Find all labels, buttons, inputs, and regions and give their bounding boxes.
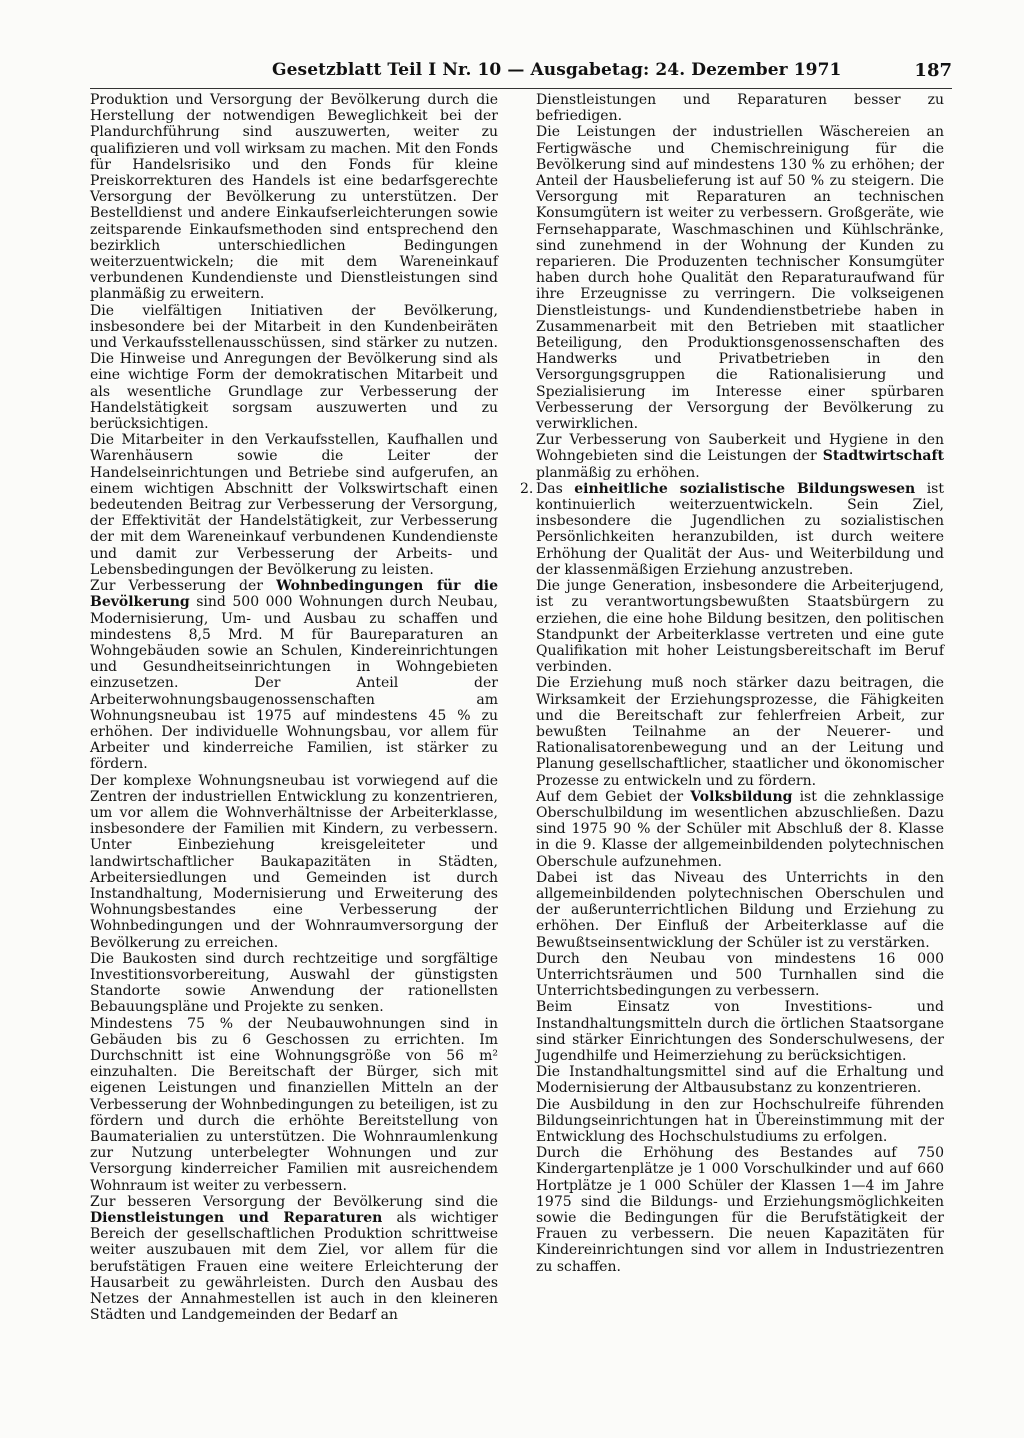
paragraph: Der komplexe Wohnungsneubau ist vorwiegend auf die Zentren der industriellen Entwicklung zu konzentrieren, um vor allem die Wohnverhältnisse der Arbeiterklasse, insbesondere der Familien mit Kindern, zu verbessern. Unter Einbeziehung kreisgeleiteter und landwirtschaftlicher Baukapazitäten in Städten, Arbeitersiedlungen und Gemeinden ist durch Instandhaltung, Modernisierung und Erweiterung des Wohnungsbestandes eine Verbesserung der Wohnbedingungen und der Wohnraumversorgung der Bevölkerung zu erreichen. xyxy=(90,772,498,951)
paragraph: Die vielfältigen Initiativen der Bevölkerung, insbesondere bei der Mitarbeit in den Kundenbeiräten und Verkaufsstellenausschüssen, sind stärker zu nutzen. Die Hinweise und Anregungen der Bevölkerung sind als eine wichtige Form der demokratischen Mitarbeit und als wesentliche Grundlage zur Verbesserung der Handelstätigkeit sorgsam auszuwerten und zu berücksichtigen. xyxy=(90,302,498,433)
paragraph: Die Instandhaltungsmittel sind auf die Erhaltung und Modernisierung der Altbausubstanz zu konzentrieren. xyxy=(536,1064,944,1097)
paragraph: Die junge Generation, insbesondere die Arbeiterjugend, ist zu verantwortungsbewußten Staatsbürgern zu erziehen, die eine hohe Bildung besitzen, den politischen Standpunkt der Arbeiterklasse vertreten und eine gute Qualifikation mit hoher Leistungsbereitschaft im Beruf verbinden. xyxy=(536,578,944,676)
paragraph: Durch die Erhöhung des Bestandes auf 750 Kindergartenplätze je 1 000 Vorschulkinder und auf 660 Hortplätze je 1 000 Schüler der Klassen 1—4 im Jahre 1975 sind die Bildungs- und Erziehungsmöglichkeiten sowie die Bedingungen für die Berufstätigkeit der Frauen zu verbessern. Die neuen Kapazitäten für Kindereinrichtungen sind vor allem in Industriezentren zu schaffen. xyxy=(536,1145,944,1275)
page-header xyxy=(90,60,952,86)
paragraph: Zur besseren Versorgung der Bevölkerung sind die Dienstleistungen und Reparaturen als wichtiger Bereich der gesellschaftlichen Produktion schrittweise weiter auszubauen mit dem Ziel, vor allem für die berufstätigen Frauen eine weitere Erleichterung der Hausarbeit zu gewährleisten. Durch den Ausbau des Netzes der Annahmestellen ist auch in den kleineren Städten und Landgemeinden der Bedarf an xyxy=(90,1193,498,1324)
left-column xyxy=(90,92,498,1323)
paragraph: Beim Einsatz von Investitions- und Instandhaltungsmitteln durch die örtlichen Staatsorgane sind stärker Einrichtungen des Sonderschulwesens, der Jugendhilfe und Heimerziehung zu berücksichtigen. xyxy=(536,999,944,1064)
item-number: 2. xyxy=(520,480,534,497)
bold-term: Stadtwirtschaft xyxy=(822,448,944,465)
paragraph: Produktion und Versorgung der Bevölkerung durch die Herstellung der notwendigen Beweglichkeit bei der Plandurchführung sind auszuwerten, weiter zu qualifizieren und voll wirksam zu machen. Mit den Fonds für Handelsrisiko und den Fonds für kleine Preiskorrekturen des Handels ist eine bedarfsgerechte Versorgung der Bevölkerung zu unterstützen. Der Bestelldienst und andere Einkaufserleichterungen sowie zeitsparende Einkaufsmethoden sind entsprechend den bezirklich unterschiedlichen Bedingungen weiterzuentwickeln; die mit dem Wareneinkauf verbundenen Kundendienste und Dienstleistungen sind planmäßig zu erweitern. xyxy=(90,92,498,303)
bold-term: Volksbildung xyxy=(690,788,793,805)
paragraph: Die Mitarbeiter in den Verkaufsstellen, Kaufhallen und Warenhäusern sowie die Leiter der Handelseinrichtungen und Betriebe sind aufgerufen, an einem wichtigen Abschnitt der Volkswirtschaft einen bedeutenden Beitrag zur Verbesserung der Versorgung, der Effektivität der Handelstätigkeit, zur Verbesserung der mit dem Wareneinkauf verbundenen Kundendienste und damit zur Verbesserung der Arbeits- und Lebensbedingungen der Bevölkerung zu leisten. xyxy=(90,432,498,578)
page-number: 187 xyxy=(914,60,952,81)
bold-term: einheitliche sozialistische Bildungswesen xyxy=(574,480,916,497)
paragraph: Zur Verbesserung der Wohnbedingungen für die Bevölkerung sind 500 000 Wohnungen durch Neubau, Modernisierung, Um- und Ausbau zu schaffen und mindestens 8,5 Mrd. M für Baureparaturen an Wohngebäuden sowie an Schulen, Kindereinrichtungen und Gesundheitseinrichtungen in Wohngebieten einzusetzen. Der Anteil der Arbeiterwohnungsbaugenossenschaften am Wohnungsneubau ist 1975 auf mindestens 45 % zu erhöhen. Der individuelle Wohnungsbau, vor allem für Arbeiter und kinderreiche Familien, ist stärker zu fördern. xyxy=(90,578,498,773)
paragraph: Die Ausbildung in den zur Hochschulreife führenden Bildungseinrichtungen hat in Übereinstimmung mit der Entwicklung des Hochschulstudiums zu erfolgen. xyxy=(536,1096,944,1145)
paragraph: Durch den Neubau von mindestens 16 000 Unterrichtsräumen und 500 Turnhallen sind die Unterrichtsbedingungen zu verbessern. xyxy=(536,950,944,1000)
bold-term: Wohnbedingungen für die Bevölkerung xyxy=(90,578,498,611)
paragraph: Die Leistungen der industriellen Wäschereien an Fertigwäsche und Chemischreinigung für die Bevölkerung sind auf mindestens 130 % zu erhöhen; der Anteil der Hausbelieferung ist auf 50 % zu steigern. Die Versorgung mit Reparaturen an technischen Konsumgütern ist weiter zu verbessern. Großgeräte, wie Fernsehapparate, Waschmaschinen und Kühlschränke, sind zunehmend in der Wohnung der Kunden zu reparieren. Die Produzenten technischer Konsumgüter haben durch hohe Qualität den Reparaturaufwand für ihre Erzeugnisse zu verringern. Die volkseigenen Dienstleistungs- und Kundendienstbetriebe haben in Zusammenarbeit mit den Betrieben mit staatlicher Beteiligung, den Produktionsgenossenschaften des Handwerks und Privatbetrieben in den Versorgungsgruppen die Rationalisierung und Spezialisierung im Interesse einer spürbaren Verbesserung der Versorgung der Bevölkerung zu verwirklichen. xyxy=(536,124,944,433)
header-rule xyxy=(90,88,952,89)
paragraph: Dienstleistungen und Reparaturen besser zu befriedigen. xyxy=(536,92,944,125)
numbered-paragraph: 2. Das einheitliche sozialistische Bildungswesen ist kontinuierlich weiterzuentwickeln. Sein Ziel, insbesondere die Jugendlichen zu sozialistischen Persönlichkeiten heranzubilden, ist durch weitere Erhöhung der Qualität der Aus- und Weiterbildung und der klassenmäßigen Erziehung anzustreben. xyxy=(520,480,944,578)
paragraph: Die Baukosten sind durch rechtzeitige und sorgfältige Investitionsvorbereitung, Auswahl der günstigsten Standorte sowie Anwendung der rationellsten Bebauungspläne und Projekte zu senken. xyxy=(90,950,498,1016)
paragraph: Auf dem Gebiet der Volksbildung ist die zehnklassige Oberschulbildung im wesentlichen abzuschließen. Dazu sind 1975 90 % der Schüler mit Abschluß der 8. Klasse in die 9. Klasse der allgemeinbildenden polytechnischen Oberschule aufzunehmen. xyxy=(536,788,945,870)
bold-term: Dienstleistungen und Reparaturen xyxy=(90,1210,383,1227)
paragraph: Zur Verbesserung von Sauberkeit und Hygiene in den Wohngebieten sind die Leistungen der Stadtwirtschaft planmäßig zu erhöhen. xyxy=(536,432,944,481)
paragraph: Die Erziehung muß noch stärker dazu beitragen, die Wirksamkeit der Erziehungsprozesse, die Fähigkeiten und die Bereitschaft zur fehlerfreien Arbeit, zur bewußten Teilnahme an der Neuerer- und Rationalisatorenbewegung und an der Leitung und Planung gesellschaftlicher, staatlicher und ökonomischer Prozesse zu entwickeln und zu fördern. xyxy=(536,675,944,789)
header-title: Gesetzblatt Teil I Nr. 10 — Ausgabetag: 24. Dezember 1971 xyxy=(272,60,842,80)
paragraph: Dabei ist das Niveau des Unterrichts in den allgemeinbildenden polytechnischen Oberschulen und der außerunterrichtlichen Bildung und Erziehung zu erhöhen. Der Einfluß der Arbeiterklasse auf die Bewußtseinsentwicklung der Schüler ist zu verstärken. xyxy=(536,869,944,951)
paragraph: Mindestens 75 % der Neubauwohnungen sind in Gebäuden bis zu 6 Geschossen zu errichten. Im Durchschnitt ist eine Wohnungsgröße von 56 m² einzuhalten. Die Bereitschaft der Bürger, sich mit eigenen Leistungen und finanziellen Mitteln an der Verbesserung der Wohnbedingungen zu beteiligen, ist zu fördern und durch die erhöhte Bereitstellung von Baumaterialien zu unterstützen. Die Wohnraumlenkung zur Nutzung unterbelegter Wohnungen und zur Versorgung kinderreicher Familien mit ausreichendem Wohnraum ist weiter zu verbessern. xyxy=(90,1015,498,1194)
right-column xyxy=(520,92,945,1275)
